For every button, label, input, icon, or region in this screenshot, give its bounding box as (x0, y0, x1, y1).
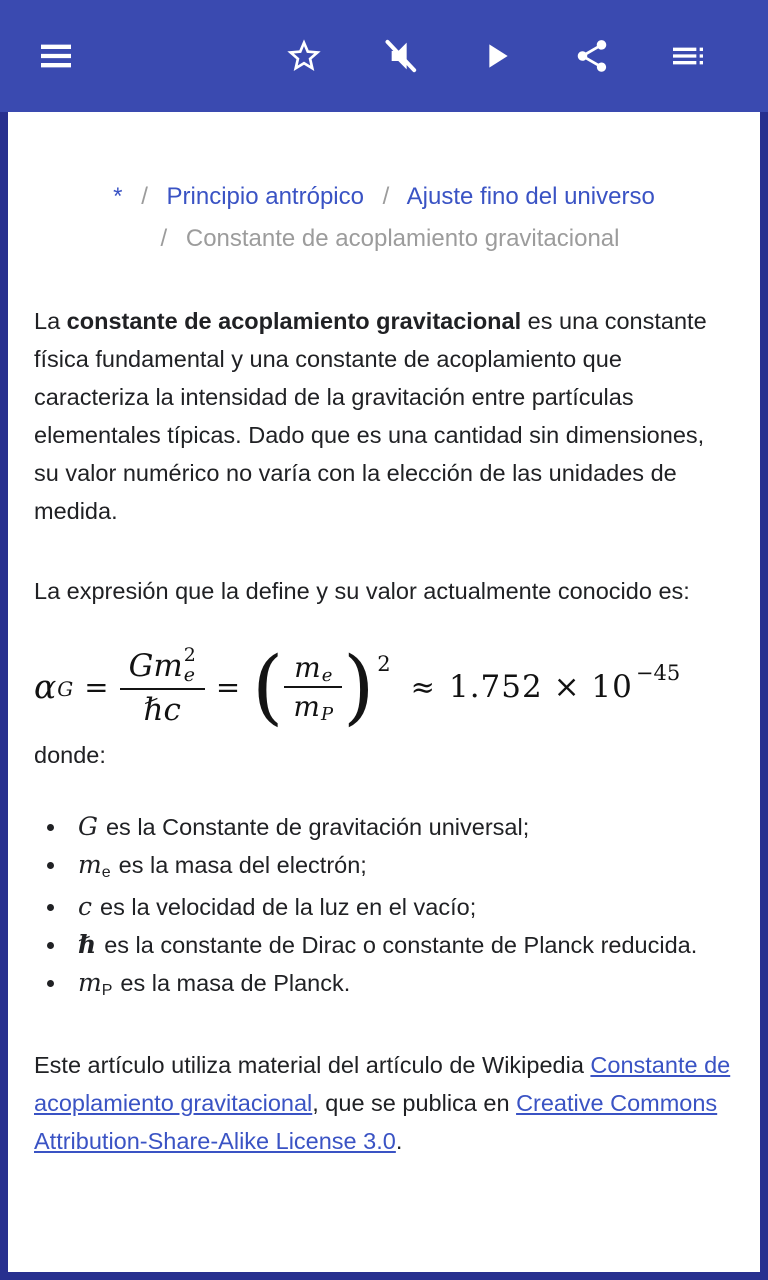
license-text: Este artículo utiliza material del artículo de Wikipedia (34, 1051, 591, 1078)
license-link[interactable]: Creative Commons Attribution-Share-Alike License 3.0 (34, 1089, 718, 1154)
paren-exponent: 2 (377, 652, 391, 676)
equals-sign: = (84, 669, 109, 704)
symbol-subscript: e (101, 863, 111, 881)
breadcrumb-current-item: Constante de acoplamiento gravitacional (185, 225, 620, 252)
menu-icon (36, 36, 76, 76)
list-item (68, 846, 734, 888)
list-item-text: es la constante de Dirac o constante de Planck reducida. (104, 931, 698, 958)
intro-prefix: La (34, 308, 67, 334)
open-paren: ( (252, 638, 284, 734)
formula (34, 638, 734, 734)
value-exponent: −45 (635, 660, 681, 685)
m-symbol: m (78, 849, 102, 879)
symbol-subscript: P (101, 981, 113, 999)
app-bar (0, 0, 768, 112)
breadcrumb-link-root[interactable]: * (113, 183, 123, 210)
license-text: . (395, 1127, 403, 1154)
license-text: , que se publica en (312, 1089, 517, 1116)
list-item (68, 888, 734, 926)
toc-icon (668, 36, 708, 76)
article-page (8, 112, 760, 1272)
breadcrumb-link-ajuste-fino[interactable]: Ajuste fino del universo (406, 183, 655, 210)
sub-sup-stack (184, 646, 196, 686)
list-item-text: es la masa de Planck. (120, 969, 351, 996)
fraction-numerator (120, 644, 205, 688)
breadcrumb (34, 176, 734, 260)
share-button[interactable] (544, 24, 640, 88)
expression-intro-paragraph: La expresión que la define y su valor actualmente conocido es: (34, 578, 690, 604)
exponent-2: 2 (183, 644, 196, 666)
menu-button[interactable] (32, 24, 80, 88)
value-mantissa: 1.752 × 10 (448, 668, 633, 705)
m-symbol: m (293, 689, 320, 723)
donde-label: donde: (34, 741, 106, 768)
breadcrumb-separator: / (141, 183, 148, 210)
list-item-text: es la masa del electrón; (118, 851, 367, 878)
breadcrumb-separator: / (160, 225, 168, 252)
hbar-symbol: ℏ (78, 929, 97, 959)
list-item (68, 808, 734, 846)
fraction-denominator (120, 688, 205, 730)
m-symbol: m (78, 967, 102, 997)
g-symbol: G (128, 647, 154, 684)
definitions-list (34, 808, 734, 1006)
subscript-p: P (320, 703, 334, 725)
license-paragraph (34, 1046, 734, 1160)
play-button[interactable] (448, 24, 544, 88)
m-symbol: m (294, 650, 321, 684)
star-outline-icon (284, 36, 324, 76)
formula-alpha-g (34, 667, 73, 706)
c-symbol: c (78, 891, 93, 921)
intro-paragraph (34, 302, 734, 530)
list-item (68, 926, 734, 964)
close-paren: ) (343, 638, 375, 734)
fraction-gme2-hbarc (120, 644, 205, 730)
play-icon (476, 36, 516, 76)
list-item-text: es la Constante de gravitación universal; (105, 813, 530, 840)
breadcrumb-separator: / (382, 183, 390, 210)
intro-rest: es una constante física fundamental y una constante de acoplamiento que caracteriza la intensidad de la gravitación entre partículas elementales típicas. Dado que es una cantidad sin dimensiones, su valor numérico no varía con la elección de las unidades de medida. (34, 308, 707, 524)
m-symbol: m (153, 647, 183, 684)
alpha-subscript: G (57, 677, 74, 702)
article-term: constante de acoplamiento gravitacional (66, 308, 522, 334)
me-squared (153, 646, 196, 686)
subscript-e: e (321, 664, 333, 686)
fraction-me-mp (284, 649, 342, 725)
appbar-actions (256, 24, 736, 88)
c-symbol: c (163, 691, 181, 728)
share-icon (573, 37, 611, 75)
list-item-text: es la velocidad de la luz en el vacío; (100, 893, 477, 920)
approx-sign: ≈ (410, 669, 435, 704)
g-symbol: G (78, 811, 98, 841)
breadcrumb-current-group (149, 225, 620, 252)
breadcrumb-link-principio-antropico[interactable]: Principio antrópico (166, 183, 364, 210)
subscript-e: e (183, 663, 196, 686)
volume-off-icon (380, 36, 420, 76)
wikipedia-article-link[interactable]: Constante de acoplamiento gravitacional (34, 1051, 731, 1116)
mute-button[interactable] (352, 24, 448, 88)
list-item (68, 964, 734, 1006)
hbar-symbol: ℏ (143, 691, 164, 728)
fraction-numerator (284, 649, 342, 686)
favorite-button[interactable] (256, 24, 352, 88)
alpha-symbol: α (34, 667, 57, 707)
fraction-denominator (284, 686, 342, 725)
equals-sign: = (215, 669, 241, 704)
toc-button[interactable] (640, 24, 736, 88)
